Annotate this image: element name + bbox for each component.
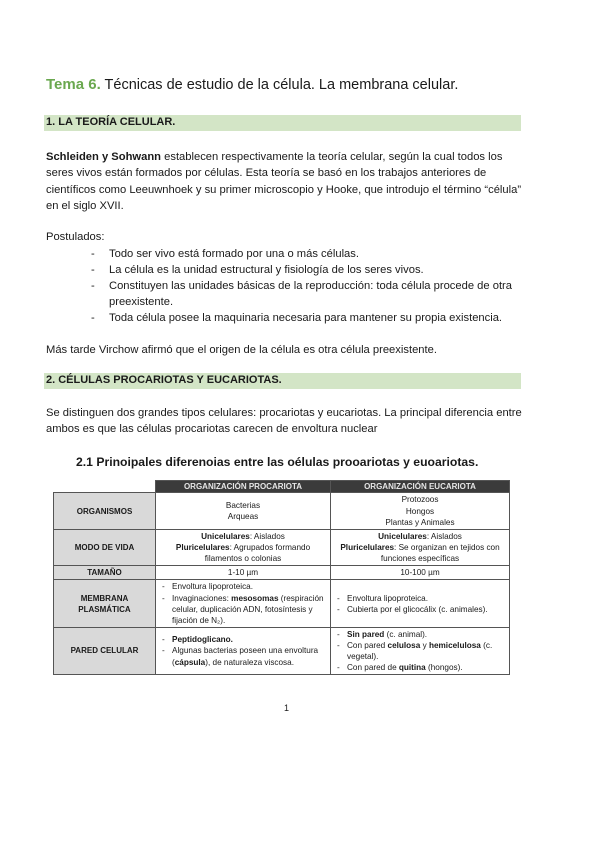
list-item: - Constituyen las unidades básicas de la reproducción: toda célula procede de otra preexistente.	[91, 280, 513, 309]
section-1-intro	[46, 149, 526, 214]
header-eucariota: ORGANIZACIÓN EUCARIOTA	[331, 481, 510, 493]
cell-pared-euk: - Sin pared (c. animal). - Con pared celulosa y hemicelulosa (c. vegetal). - Con pared de quitina (hongos).	[331, 627, 510, 674]
title-text: Técnicas de estudio de la célula. La membrana celular.	[104, 77, 459, 93]
section-1-heading: 1. LA TEORÍA CELULAR.	[46, 116, 176, 128]
cell-tamano-euk: 10-100 µm	[331, 566, 510, 580]
page-number: 1	[284, 703, 290, 713]
intro-text: establecen respectivamente la teoría celular, según la cual todos los seres vivos están formados por células. Esta teoría se basó en los trabajos anteriores de científicos como Leeuwnhoek y su primer microscopio y Hooke, que introdujo el término “célula” en el siglo XVII.	[46, 151, 522, 212]
table-header-row	[54, 481, 510, 493]
list-item: - Todo ser vivo está formado por una o más células.	[91, 248, 359, 260]
table-row	[54, 530, 510, 566]
virchow-text: Más tarde Virchow afirmó que el origen de la célula es otra célula preexistente.	[46, 344, 437, 356]
table-row	[54, 627, 510, 674]
row-label-pared: PARED CELULAR	[54, 627, 156, 674]
page-title	[46, 76, 458, 93]
section-2-heading: 2. CÉLULAS PROCARIOTAS Y EUCARIOTAS.	[46, 374, 282, 386]
row-label-modo-vida: MODO DE VIDA	[54, 530, 156, 566]
intro-authors: Schleiden y Sohwann	[46, 151, 162, 163]
comparison-table	[53, 480, 510, 675]
cell-tamano-pro: 1-10 µm	[156, 566, 331, 580]
cell-organismos-pro: Bacterias Arqueas	[156, 493, 331, 530]
postulados-list	[46, 246, 526, 326]
row-label-tamano: TAMAÑO	[54, 566, 156, 580]
subsection-heading: 2.1 Prinoipales diferenoias entre las oélulas prooariotas y euoariotas.	[76, 455, 479, 469]
cell-membrana-pro: - Envoltura lipoproteica. - Invaginaciones: mesosomas (respiración celular, duplicación ADN, fotosíntesis y fijación de N₂).	[156, 580, 331, 627]
header-blank	[54, 481, 156, 493]
header-procariota: ORGANIZACIÓN PROCARIOTA	[156, 481, 331, 493]
cell-membrana-euk: - Envoltura lipoproteica. - Cubierta por el glicocálix (c. animales).	[331, 580, 510, 627]
row-label-membrana: MEMBRANA PLASMÁTICA	[54, 580, 156, 627]
table-row	[54, 493, 510, 530]
table-row	[54, 566, 510, 580]
cell-organismos-euk: Protozoos Hongos Plantas y Animales	[331, 493, 510, 530]
title-tema: Tema 6.	[46, 76, 101, 93]
section-2-intro: Se distinguen dos grandes tipos celulares: procariotas y eucariotas. La principal diferencia entre ambos es que las células procariotas carecen de envoltura nuclear	[46, 407, 522, 436]
table-row	[54, 580, 510, 627]
cell-pared-pro: - Peptidoglicano. - Algunas bacterias poseen una envoltura (cápsula), de naturaleza viscosa.	[156, 627, 331, 674]
list-item: - La célula es la unidad estructural y fisiología de los seres vivos.	[91, 264, 424, 277]
list-item: - Toda célula posee la maquinaria necesaria para mantener su propia existencia.	[91, 312, 503, 325]
cell-modo-vida-pro: Unicelulares: Aislados Pluricelulares: Agrupados formando filamentos o colonias	[156, 530, 331, 566]
postulados-label: Postulados:	[46, 231, 105, 243]
row-label-organismos: ORGANISMOS	[54, 493, 156, 530]
cell-modo-vida-euk: Unicelulares: Aislados Pluricelulares: Se organizan en tejidos con funciones específicas	[331, 530, 510, 566]
